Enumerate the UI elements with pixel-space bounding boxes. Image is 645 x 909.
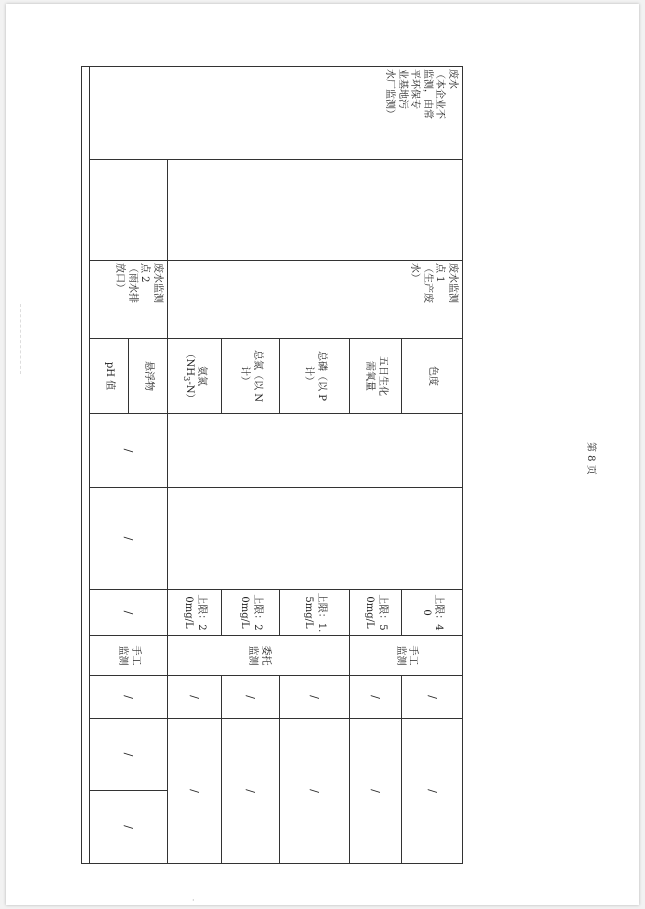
item-bod: 五日生化 需氧量 [350,339,402,414]
method-entrust: 委托 监测 [168,636,350,676]
slash-cell: / [280,719,350,864]
limit-tp: 上限：1.5mg/L [280,590,350,636]
limit-tn: 上限：20mg/L [222,590,280,636]
spacer-row [82,67,90,864]
limit-color: 上限：40 [402,590,463,636]
slash-cell: / [350,676,402,719]
standard-blank [168,488,463,590]
permit-blank [168,414,463,488]
rotated-table-wrapper [85,66,463,849]
table-row [402,67,463,864]
item-tn: 总氮（以 N 计） [222,339,280,414]
slash-cell: / [90,676,168,719]
slash-cell: / [402,719,463,864]
blank-cell [90,160,168,261]
item-tp: 总磷（以 P 计） [280,339,350,414]
method-manual-2: 手工 监测 [90,636,168,676]
page-number: 第 8 页 [585,442,596,475]
slash-cell: / [222,719,280,864]
monitoring-table [81,66,463,864]
scan-edge-mark [20,304,24,374]
item-ss-ph [90,339,168,414]
limit-bod: 上限：50mg/L [350,590,402,636]
slash-cell: / [90,414,168,488]
point1-cell: 废水监测 点 1 （生产废 水） [168,261,463,339]
category-cell: 废水 （本企业不 监测，由常 平环保专 业基地污 水厂监测） [90,67,463,160]
table-row [90,67,168,864]
slash-cell: / [280,676,350,719]
item-color: 色度 [402,339,463,414]
blank-cell [168,160,463,261]
slash-cell: / [90,488,168,590]
slash-cell: / [222,676,280,719]
slash-cell: / [90,719,168,791]
item-nh3: 氨氮 $(NH_3-N)$ [168,339,222,414]
limit-nh3: 上限：20mg/L [168,590,222,636]
slash-cell: / [90,791,168,864]
item-ph: pH 值 [104,361,116,391]
slash-cell: / [90,590,168,636]
item-ss: 悬浮物 [128,339,167,413]
slash-cell: / [168,676,222,719]
slash-cell: / [402,676,463,719]
slash-cell: / [168,719,222,864]
slash-cell: / [350,719,402,864]
scan-dot: · [192,896,195,905]
point2-cell: 废水监测 点 2 （雨水排 放口） [90,261,168,339]
document-page [6,4,639,905]
method-manual-1: 手工 监测 [350,636,463,676]
